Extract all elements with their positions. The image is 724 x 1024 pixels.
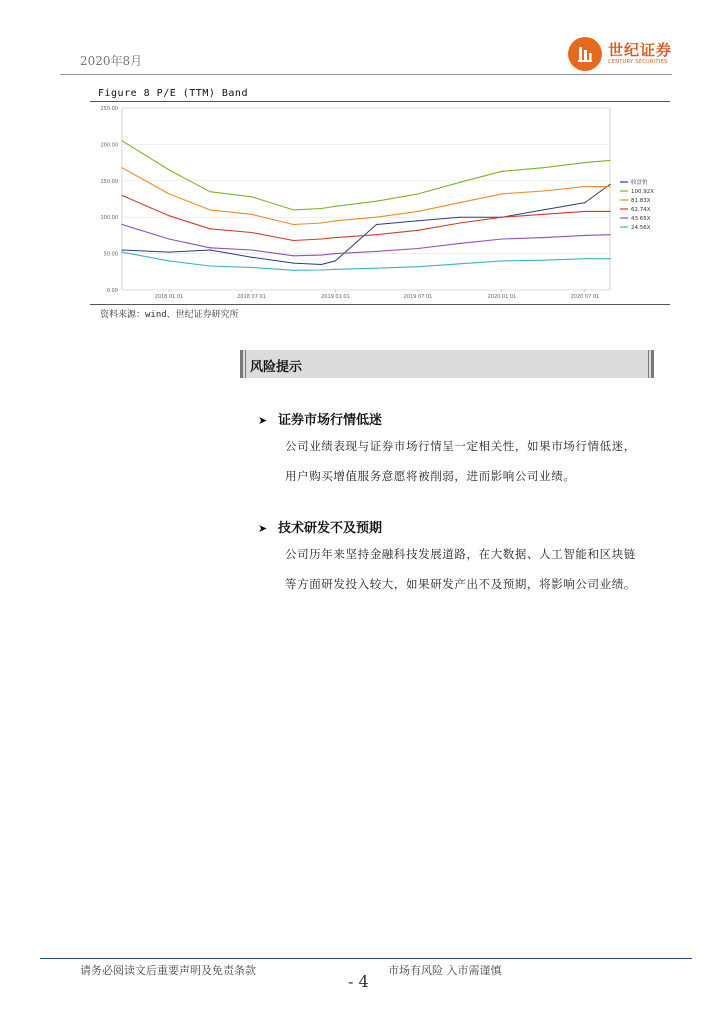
series-point-4 (209, 247, 210, 248)
series-point-4 (335, 253, 336, 254)
series-point-2 (335, 220, 336, 221)
series-point-3 (335, 237, 336, 238)
series-point-1 (501, 171, 502, 172)
series-point-5 (335, 269, 336, 270)
plot-area (122, 108, 610, 290)
risk-body-line: 等方面研发投入较大，如果研发产出不及预期，将影响公司业绩。 (285, 577, 636, 591)
series-point-3 (168, 215, 169, 216)
series-point-4 (321, 254, 322, 255)
series-point-0 (335, 260, 336, 261)
series-point-3 (584, 211, 585, 212)
y-tick-label: 0.00 (106, 288, 118, 294)
page-number: - 4 (348, 972, 369, 991)
series-point-3 (501, 217, 502, 218)
series-point-0 (321, 264, 322, 265)
series-point-5 (376, 268, 377, 269)
series-point-4 (121, 224, 122, 225)
series-point-5 (459, 263, 460, 264)
series-point-3 (543, 214, 544, 215)
series-point-0 (293, 262, 294, 263)
series-point-2 (584, 186, 585, 187)
figure-title: Figure 8 P/E (TTM) Band (98, 88, 248, 99)
legend-label: 43.65X (631, 216, 651, 222)
logo-chinese-name: 世纪证券 (608, 41, 673, 59)
series-point-0 (251, 257, 252, 258)
series-point-3 (251, 232, 252, 233)
series-point-1 (335, 206, 336, 207)
series-point-3 (293, 240, 294, 241)
series-point-1 (543, 167, 544, 168)
series-point-2 (121, 167, 122, 168)
legend-label: 24.56X (631, 225, 651, 231)
x-tick-label: 2018 07 01 (237, 294, 266, 300)
risk-body-1 (285, 431, 665, 491)
chart-canvas (90, 102, 670, 304)
risk-body-line: 公司历年来坚持金融科技发展道路，在大数据、人工智能和区块链 (285, 547, 636, 561)
legend-label: 收盘价 (631, 180, 648, 186)
series-point-1 (376, 201, 377, 202)
series-point-2 (609, 186, 610, 187)
series-point-4 (459, 243, 460, 244)
series-point-4 (417, 248, 418, 249)
pe-band-chart (90, 102, 670, 304)
series-point-2 (321, 222, 322, 223)
series-point-1 (293, 209, 294, 210)
series-point-0 (209, 249, 210, 250)
series-point-4 (501, 238, 502, 239)
company-logo (568, 37, 678, 71)
y-tick-label: 250.00 (100, 106, 118, 112)
series-point-0 (168, 252, 169, 253)
figure-source: 资料来源：wind、世纪证券研究所 (100, 310, 239, 320)
series-point-1 (459, 182, 460, 183)
series-point-3 (609, 211, 610, 212)
series-point-2 (501, 193, 502, 194)
series-point-4 (293, 255, 294, 256)
series-point-4 (376, 251, 377, 252)
x-tick-label: 2019 01 01 (321, 294, 350, 300)
series-point-3 (121, 195, 122, 196)
series-point-4 (543, 237, 544, 238)
x-tick-label: 2020 01 01 (487, 294, 517, 300)
report-date: 2020年8月 (80, 54, 143, 68)
series-point-2 (417, 211, 418, 212)
series-point-0 (584, 202, 585, 203)
arrow-bullet-icon: ➤ (258, 414, 268, 427)
series-point-2 (376, 217, 377, 218)
series-point-5 (293, 270, 294, 271)
risk-body-line: 公司业绩表现与证券市场行情呈一定相关性，如果市场行情低迷， (285, 439, 636, 453)
series-point-3 (376, 234, 377, 235)
series-point-2 (209, 209, 210, 210)
series-point-3 (417, 230, 418, 231)
series-point-4 (251, 249, 252, 250)
arrow-bullet-icon: ➤ (258, 522, 268, 535)
series-point-5 (417, 266, 418, 267)
y-tick-label: 100.00 (100, 215, 118, 222)
y-tick-label: 200.00 (100, 142, 118, 149)
risk-section-header (240, 350, 654, 378)
footer-risk-note: 市场有风险 入市需谨慎 (388, 964, 502, 977)
series-point-1 (417, 193, 418, 194)
risk-heading-2: ➤ 技术研发不及预期 (258, 521, 383, 536)
series-point-0 (417, 220, 418, 221)
risk-body-2 (285, 539, 665, 599)
series-point-5 (209, 265, 210, 266)
series-point-2 (293, 224, 294, 225)
series-point-4 (168, 238, 169, 239)
series-point-0 (609, 184, 610, 185)
series-point-3 (209, 228, 210, 229)
series-point-1 (321, 208, 322, 209)
series-point-1 (209, 191, 210, 192)
series-point-3 (459, 222, 460, 223)
y-tick-label: 150.00 (100, 178, 118, 185)
series-point-1 (168, 169, 169, 170)
risk-section-title: 风险提示 (250, 360, 303, 375)
series-point-1 (584, 162, 585, 163)
x-tick-label: 2019 07 01 (403, 294, 433, 300)
series-point-5 (609, 258, 610, 259)
series-point-4 (609, 234, 610, 235)
series-point-5 (543, 260, 544, 261)
logo-mark-icon (568, 37, 602, 71)
x-tick-label: 2018 01 01 (154, 294, 184, 300)
series-point-5 (584, 258, 585, 259)
series-point-1 (609, 160, 610, 161)
legend-label: 62.74X (631, 207, 651, 213)
x-tick-label: 2020 07 01 (570, 294, 600, 300)
series-point-1 (251, 196, 252, 197)
series-point-5 (321, 269, 322, 270)
footer-disclaimer: 请务必阅读文后重要声明及免责条款 (80, 964, 256, 977)
header-divider (60, 74, 672, 75)
series-point-5 (501, 260, 502, 261)
legend-label: 81.83X (631, 198, 651, 204)
series-point-0 (543, 209, 544, 210)
series-point-5 (121, 252, 122, 253)
series-point-0 (376, 224, 377, 225)
risk-heading-1: ➤ 证券市场行情低迷 (258, 413, 383, 428)
legend-label: 100.92X (631, 189, 655, 195)
series-point-0 (459, 217, 460, 218)
series-point-0 (121, 249, 122, 250)
footer-divider (40, 958, 692, 959)
series-point-3 (321, 238, 322, 239)
series-point-2 (168, 193, 169, 194)
series-point-5 (251, 267, 252, 268)
series-point-2 (543, 190, 544, 191)
series-point-2 (459, 202, 460, 203)
y-tick-label: 50.00 (103, 251, 118, 258)
series-point-5 (168, 260, 169, 261)
series-point-1 (121, 140, 122, 141)
risk-body-line: 用户购买增值服务意愿将被削弱，进而影响公司业绩。 (285, 469, 576, 483)
logo-english-name: CENTURY SECURITIES (608, 59, 668, 65)
figure-bottom-rule (90, 304, 670, 305)
series-point-2 (251, 214, 252, 215)
series-point-4 (584, 235, 585, 236)
